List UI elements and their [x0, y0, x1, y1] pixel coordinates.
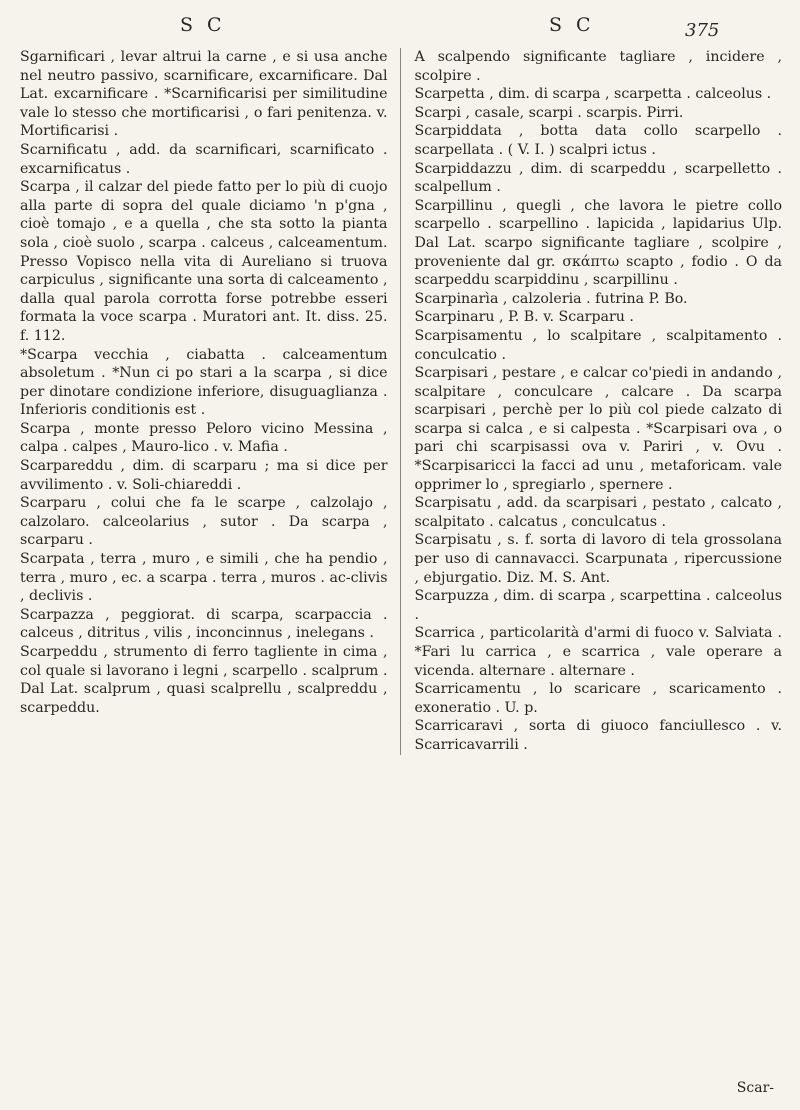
- dictionary-entry: Scarpi , casale, scarpi . scarpis. Pirri.: [414, 104, 684, 121]
- dictionary-entry: Scarpiddazzu , dim. di scarpeddu , scarpelletto . scalpellum .: [414, 160, 782, 196]
- catchword: Scar-: [736, 1080, 774, 1096]
- dictionary-entry: Scarpareddu , dim. di scarparu ; ma si dice per avvilimento . v. Soli-chiareddi .: [20, 458, 388, 493]
- dictionary-entry: Scarricaravi , sorta di giuoco fanciullesco . v. Scarricavarrili .: [414, 718, 782, 753]
- dictionary-entry: Scarpazza , peggiorat. di scarpa, scarpaccia . calceus , ditritus , vilis , inconcinnus , inelegans .: [20, 606, 388, 642]
- dictionary-entry: Scarnificatu , add. da scarnificari, scarnificato . excarnificatus .: [20, 141, 388, 177]
- dictionary-entry: Scarparu , colui che fa le scarpe , calzolajo , calzolaro. calceolarius , sutor . Da scarpa , scarparu .: [20, 495, 388, 549]
- dictionary-entry: Scarpetta , dim. di scarpa , scarpetta . calceolus .: [414, 86, 772, 103]
- dictionary-entry: Scarpinaru , P. B. v. Scarparu .: [414, 309, 634, 326]
- dictionary-entry: Scarrica , particolarità d'armi di fuoco v. Salviata . *Fari lu carrica , e scarrica , vale operare a vicenda. alternare . alternare .: [414, 625, 782, 679]
- dictionary-entry: Scarpa , il calzar del piede fatto per lo più di cuojo alla parte di sopra del quale diciamo 'n p'gna , cioè tomajo , e a quella , che sta sotto la pianta sola , cioè suolo , scarpa . calceus , calceamentum. Presso Vopisco nella vita di Aureliano si truova carpiculus , significante una sorta di calceamento , dalla qual parola corrotta forse potrebbe esseri formata la voce scarpa . Muratori ant. It. diss. 25. f. 112.: [20, 179, 388, 344]
- dictionary-entry: Scarpa , monte presso Peloro vicino Messina , calpa . calpes , Mauro-lico . v. Mafia .: [20, 420, 388, 456]
- dictionary-entry: Scarpata , terra , muro , e simili , che ha pendio , terra , muro , ec. a scarpa . terra , muros . ac-clivis , declivis .: [20, 551, 388, 605]
- header-right-key: S C: [549, 14, 595, 36]
- dictionary-entry: Sgarnificari , levar altrui la carne , e si usa anche nel neutro passivo, scarnificare, excarnificare. Dal Lat. excarnificare . *Scarnificarisi per similitudine vale lo stesso che mortificarisi , o fari penitenza. v. Mortificarisi .: [20, 49, 388, 140]
- page-header: [20, 14, 782, 48]
- dictionary-entry: Scarpinarìa , calzoleria . futrina P. Bo.: [414, 290, 688, 307]
- dictionary-entry: Scarpisamentu , lo scalpitare , scalpitamento . conculcatio .: [414, 327, 782, 363]
- dictionary-entry: A scalpendo significante tagliare , incidere , scolpire .: [414, 49, 782, 84]
- text-columns: [20, 48, 782, 755]
- dictionary-entry: Scarpeddu , strumento di ferro tagliente in cima , col quale si lavorano i legni , scarpello . scalprum . Dal Lat. scalprum , quasi scalprellu , scalpreddu , scarpeddu.: [20, 644, 388, 716]
- dictionary-entry: Scarpisari , pestare , e calcar co'piedi in andando , scalpitare , conculcare , calcare . Da scarpa scarpisari , perchè per lo più col piede calzato di scarpa si calca , e si calpesta . *Scarpisari ova , o pari chi scarpisassi ova v. Pariri , v. Ovu . *Scarpisaricci la facci ad unu , metaforicam. vale opprimer lo , spregiarlo , spernere .: [414, 365, 782, 493]
- dictionary-entry: Scarpuzza , dim. di scarpa , scarpettina . calceolus .: [414, 588, 782, 623]
- dictionary-entry: *Scarpa vecchia , ciabatta . calceamentum absoletum . *Nun ci po stari a la scarpa , si dice per dinotare condizione inferiore, disuguaglianza . Inferioris conditionis est .: [20, 346, 388, 419]
- dictionary-entry: Scarricamentu , lo scaricare , scaricamento . exoneratio . U. p.: [414, 681, 782, 716]
- dictionary-entry: Scarpisatu , add. da scarpisari , pestato , calcato , scalpitato . calcatus , conculcatus .: [414, 495, 782, 530]
- left-column: [20, 48, 400, 755]
- dictionary-entry: Scarpiddata , botta data collo scarpello . scarpellata . ( V. I. ) scalpri ictus .: [414, 123, 782, 158]
- page-number: 375: [685, 20, 720, 41]
- dictionary-entry: Scarpillinu , quegli , che lavora le pietre collo scarpello . scarpellino . lapicida , lapidarius Ulp. Dal Lat. scarpo significante tagliare , scolpire , proveniente dal gr. σκάπτω scapto , fodio . O da scarpeddu scarpiddinu , scarpillinu .: [414, 197, 782, 289]
- right-column: [400, 48, 783, 755]
- header-left-key: S C: [180, 14, 226, 36]
- dictionary-entry: Scarpisatu , s. f. sorta di lavoro di tela grossolana per uso di cannavacci. Scarpunata , ripercussione , ebjurgatio. Diz. M. S. Ant.: [414, 532, 782, 586]
